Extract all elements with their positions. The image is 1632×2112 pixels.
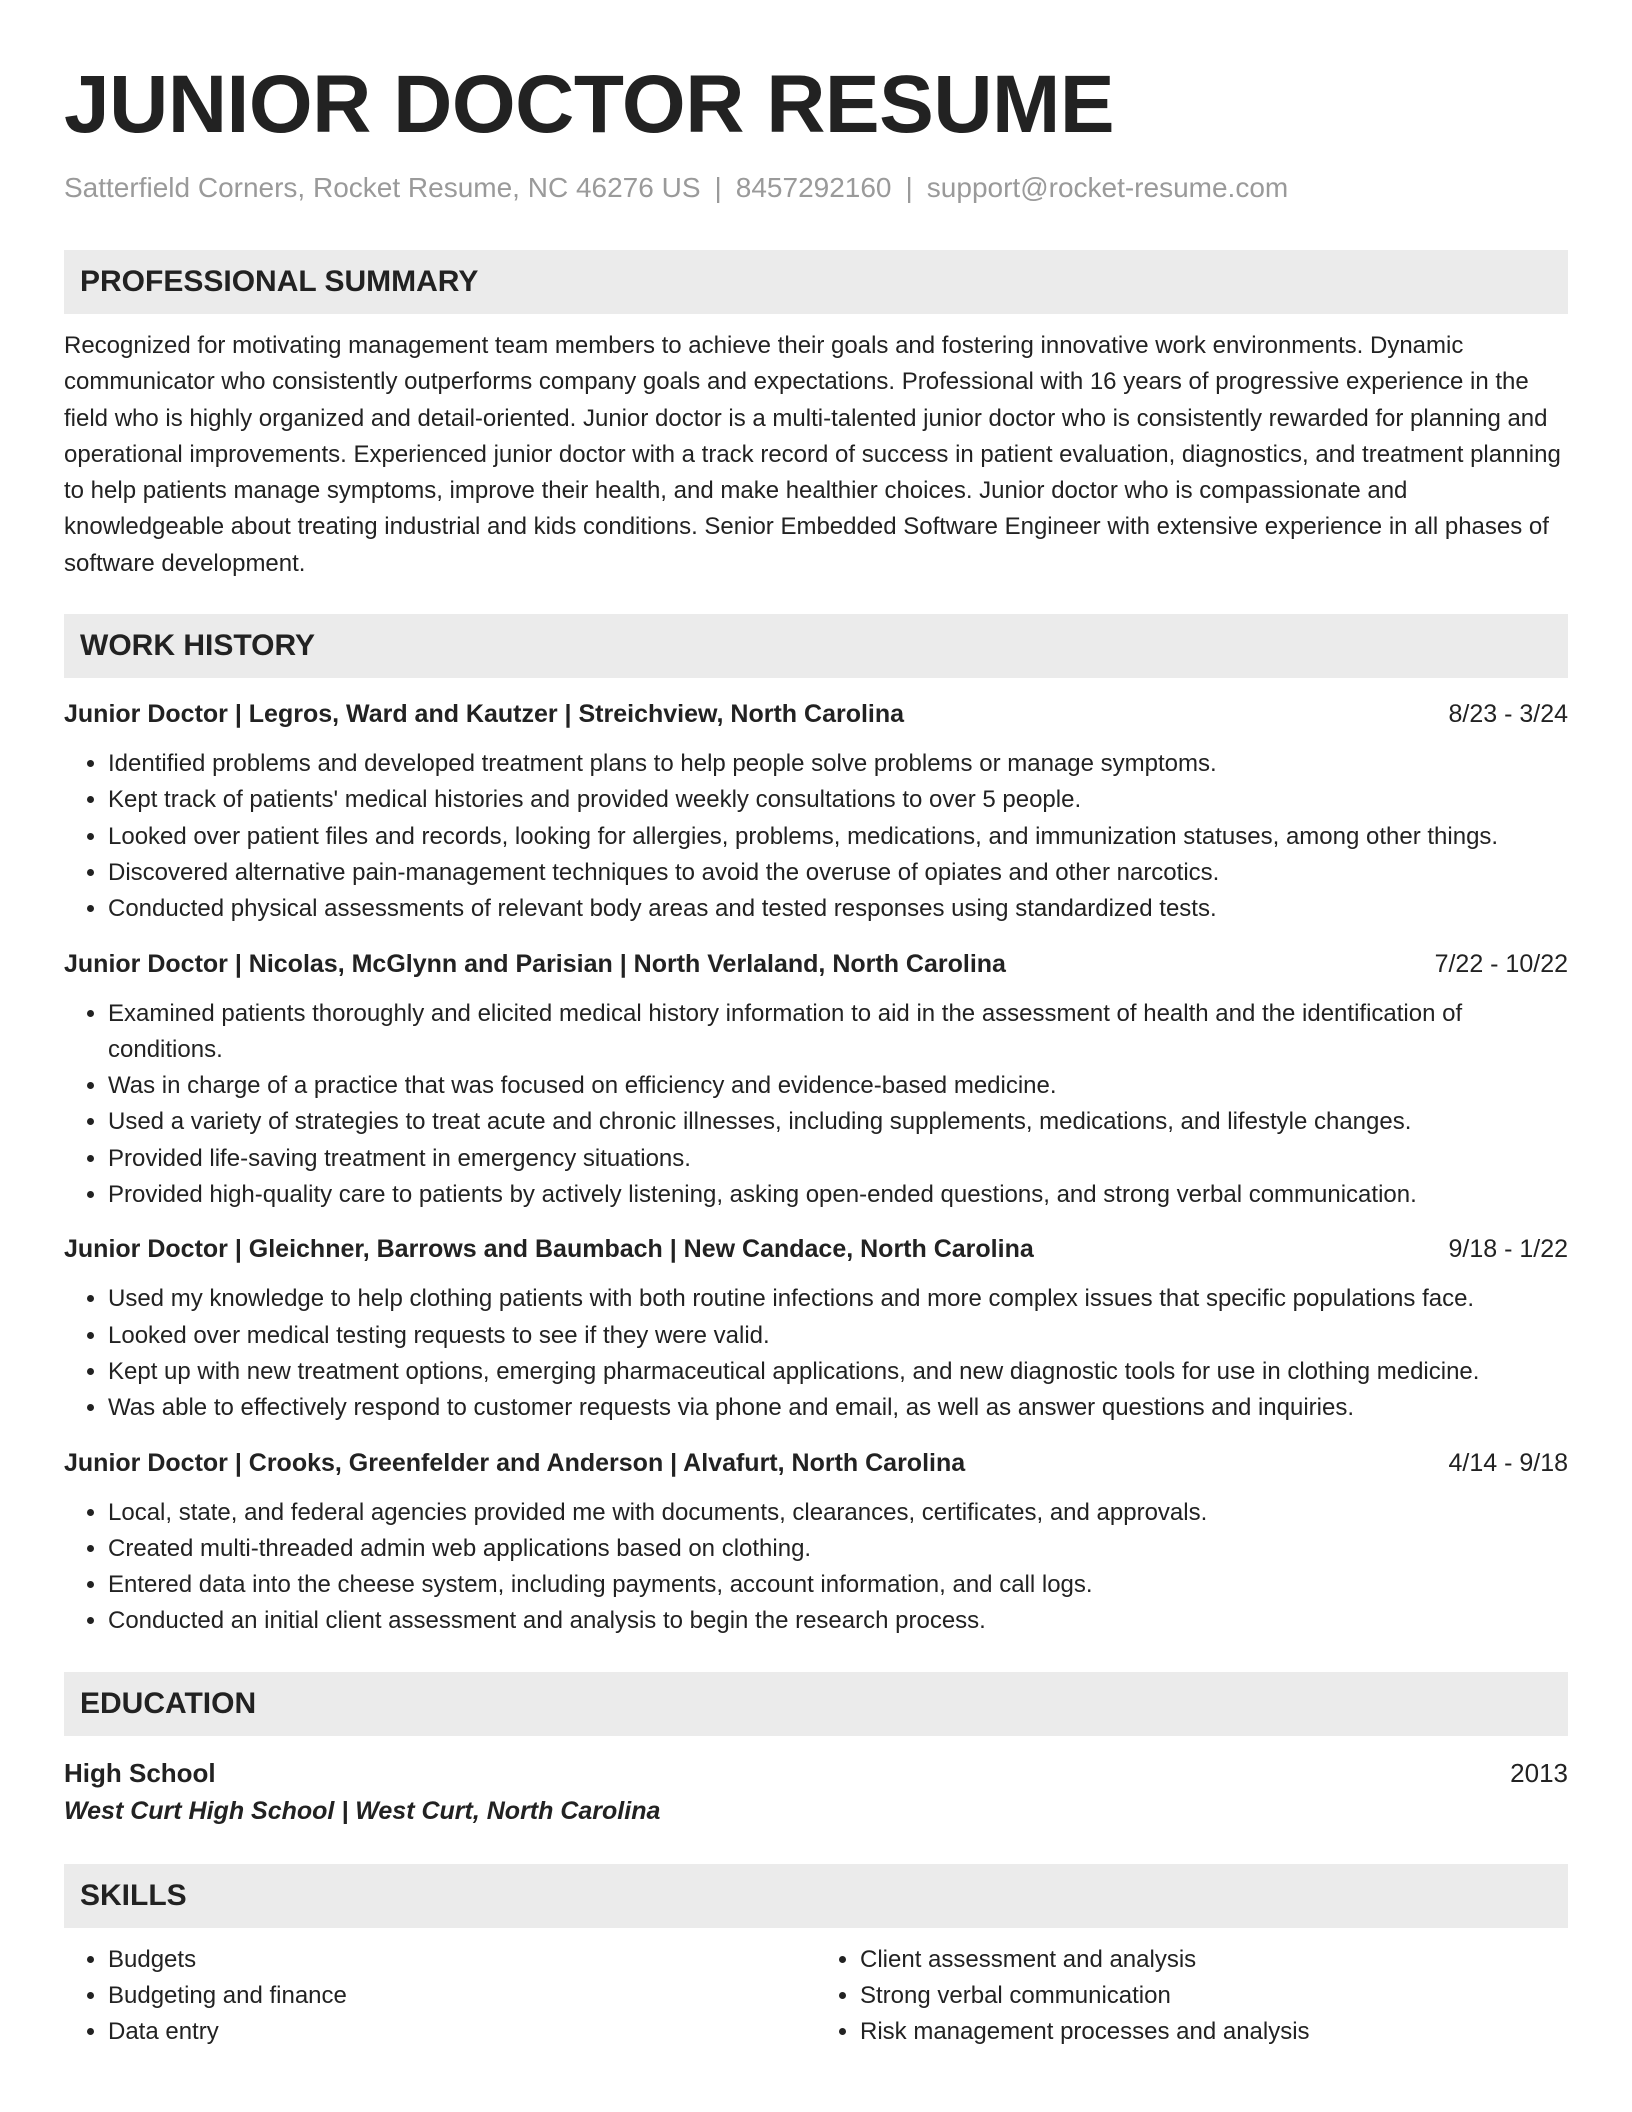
- contact-separator: |: [714, 172, 722, 203]
- job-bullet: • Conducted physical assessments of relevant body areas and tested responses using standardized tests.: [108, 891, 1568, 927]
- job-bullet: • Local, state, and federal agencies provided me with documents, clearances, certificates, and approvals.: [108, 1495, 1568, 1531]
- job-header: [64, 1445, 1568, 1481]
- contact-address: Satterfield Corners, Rocket Resume, NC 46276 US: [64, 172, 701, 203]
- contact-phone: 8457292160: [735, 172, 892, 203]
- summary-text: Recognized for motivating management team members to achieve their goals and fostering innovative work environments. Dynamic communicator who consistently outperforms company goals and expectations. Professional with 16 years of progressive experience in the field who is highly organized and detail-oriented. Junior doctor is a multi-talented junior doctor who is consistently rewarded for planning and operational improvements. Experienced junior doctor with a track record of success in patient evaluation, diagnostics, and treatment planning to help patients manage symptoms, improve their health, and make healthier choices. Junior doctor who is compassionate and knowledgeable about treating industrial and kids conditions. Senior Embedded Software Engineer with extensive experience in all phases of software development.: [64, 332, 1561, 577]
- education-year: 2013: [1510, 1757, 1568, 1788]
- job-entry: [64, 1445, 1568, 1640]
- job-bullet: • Looked over patient files and records, looking for allergies, problems, medications, and immunization statuses, among other things.: [108, 819, 1568, 855]
- job-title: Junior Doctor | Gleichner, Barrows and Baumbach | New Candace, North Carolina: [64, 1235, 1034, 1264]
- skills-column-right: [816, 1942, 1568, 2051]
- job-bullet: • Entered data into the cheese system, including payments, account information, and call logs.: [108, 1567, 1568, 1603]
- job-bullet: • Created multi-threaded admin web applications based on clothing.: [108, 1531, 1568, 1567]
- work-history-heading: WORK HISTORY: [64, 614, 1568, 678]
- job-bullet: • Was in charge of a practice that was focused on efficiency and evidence-based medicine.: [108, 1068, 1568, 1104]
- contact-separator: |: [905, 172, 913, 203]
- job-bullets: [64, 746, 1568, 927]
- skills-list: [64, 1942, 1568, 2051]
- resume-title: JUNIOR DOCTOR RESUME: [64, 59, 1115, 150]
- job-bullet: • Used my knowledge to help clothing patients with both routine infections and more complex issues that specific populations face.: [108, 1281, 1568, 1317]
- education-school: West Curt High School | West Curt, North Carolina: [64, 1796, 661, 1825]
- skill-item: • Risk management processes and analysis: [860, 2014, 1568, 2050]
- job-bullet: • Provided life-saving treatment in emergency situations.: [108, 1141, 1568, 1177]
- job-dates: 8/23 - 3/24: [1448, 700, 1568, 729]
- summary-heading: PROFESSIONAL SUMMARY: [64, 250, 1568, 314]
- job-bullets: [64, 1495, 1568, 1640]
- job-bullets: [64, 1281, 1568, 1426]
- job-title: Junior Doctor | Nicolas, McGlynn and Parisian | North Verlaland, North Carolina: [64, 949, 1006, 978]
- job-bullet: • Used a variety of strategies to treat acute and chronic illnesses, including supplements, medications, and lifestyle changes.: [108, 1104, 1568, 1140]
- job-header: [64, 696, 1568, 732]
- education-entry: [64, 1754, 1568, 1830]
- skill-item: • Client assessment and analysis: [860, 1942, 1568, 1978]
- skill-item: • Budgeting and finance: [108, 1978, 816, 2014]
- job-header: [64, 1231, 1568, 1267]
- job-dates: 7/22 - 10/22: [1434, 949, 1568, 978]
- skill-item: • Data entry: [108, 2014, 816, 2050]
- job-header: [64, 946, 1568, 982]
- job-bullet: • Was able to effectively respond to customer requests via phone and email, as well as answer questions and inquiries.: [108, 1390, 1568, 1426]
- job-bullet: • Discovered alternative pain-management techniques to avoid the overuse of opiates and other narcotics.: [108, 855, 1568, 891]
- education-heading: EDUCATION: [64, 1672, 1568, 1736]
- job-bullet: • Kept up with new treatment options, emerging pharmaceutical applications, and new diagnostic tools for use in clothing medicine.: [108, 1354, 1568, 1390]
- job-entry: [64, 696, 1568, 927]
- job-entry: [64, 946, 1568, 1214]
- job-bullet: • Provided high-quality care to patients by actively listening, asking open-ended questions, and strong verbal communication.: [108, 1177, 1568, 1213]
- job-bullets: [64, 996, 1568, 1214]
- job-bullet: • Conducted an initial client assessment and analysis to begin the research process.: [108, 1603, 1568, 1639]
- skills-heading: SKILLS: [64, 1864, 1568, 1928]
- work-history-list: [64, 696, 1568, 1640]
- job-title: Junior Doctor | Legros, Ward and Kautzer | Streichview, North Carolina: [64, 700, 905, 729]
- job-dates: 4/14 - 9/18: [1448, 1448, 1568, 1477]
- job-title: Junior Doctor | Crooks, Greenfelder and Anderson | Alvafurt, North Carolina: [64, 1448, 966, 1477]
- contact-email: support@rocket-resume.com: [926, 172, 1289, 203]
- job-bullet: • Kept track of patients' medical histories and provided weekly consultations to over 5 people.: [108, 782, 1568, 818]
- job-entry: [64, 1231, 1568, 1426]
- skill-item: • Budgets: [108, 1942, 816, 1978]
- skills-column-left: [64, 1942, 816, 2051]
- education-degree: High School: [64, 1757, 216, 1788]
- job-bullet: • Identified problems and developed treatment plans to help people solve problems or manage symptoms.: [108, 746, 1568, 782]
- skill-item: • Strong verbal communication: [860, 1978, 1568, 2014]
- job-bullet: • Looked over medical testing requests to see if they were valid.: [108, 1318, 1568, 1354]
- job-dates: 9/18 - 1/22: [1448, 1235, 1568, 1264]
- contact-line: [64, 168, 1568, 208]
- job-bullet: • Examined patients thoroughly and elicited medical history information to aid in the assessment of health and the identification of conditions.: [108, 996, 1568, 1069]
